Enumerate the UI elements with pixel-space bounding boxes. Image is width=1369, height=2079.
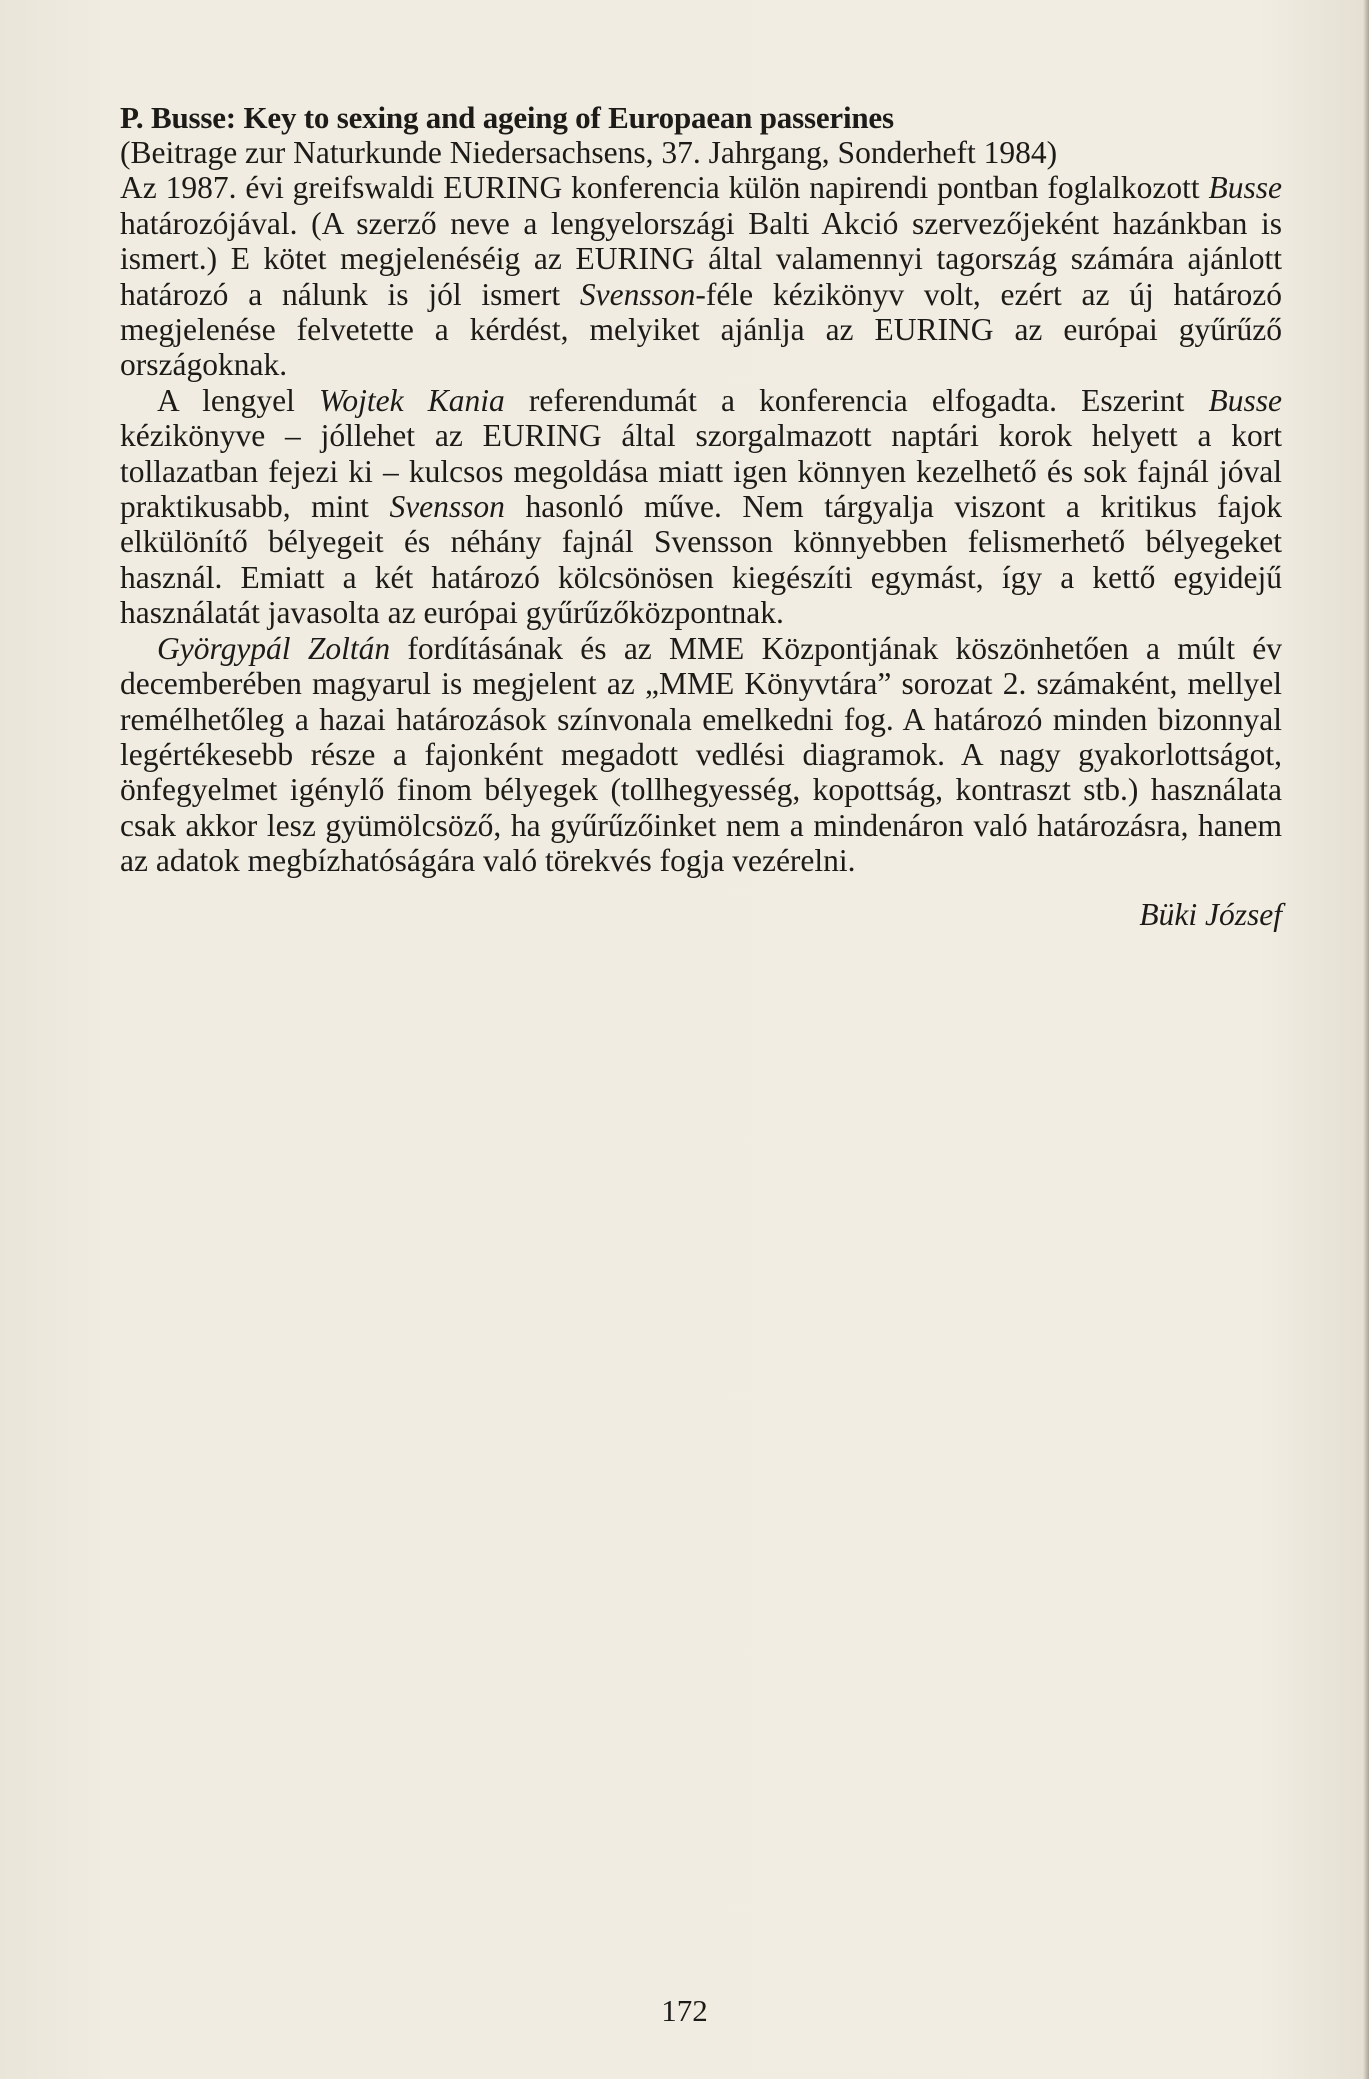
paragraph-2-text-2: referendumát a konferencia elfogadta. Eszerint (504, 382, 1209, 418)
page-number: 172 (661, 1993, 708, 2028)
paragraph-1-author-svensson: Svensson (579, 276, 696, 312)
paragraph-1 (120, 170, 1282, 382)
paragraph-2-author-svensson: Svensson (389, 489, 505, 525)
paragraph-3 (120, 631, 1282, 879)
paragraph-1-author-busse: Busse (1208, 170, 1282, 206)
review-title: P. Busse: Key to sexing and ageing of Europaean passerines (120, 100, 894, 135)
review-text-block (120, 100, 1282, 932)
paragraph-3-text-1: fordításának és az MME Központjának köszönhetően a múlt év decemberében magyarul is megjelent az „MME Könyvtára” sorozat 2. számaként, mellyel remélhetőleg a hazai határozások színvonala emelkedni fog. A határozó minden bizonnyal legértékesebb része a fajonként megadott vedlési diagramok. A nagy gyakorlottságot, önfegyelmet igénylő finom bélyegek (tollhegyesség, kopottság, kontraszt stb.) használata csak akkor lesz gyümölcsöző, ha gyűrűzőinket nem a mindenáron való határozásra, hanem az adatok megbízhatóságára való törekvés fogja vezérelni. (120, 630, 1282, 879)
page-edge-shadow (1363, 0, 1369, 2079)
review-source: (Beitrage zur Naturkunde Niedersachsens, 37. Jahrgang, Sonderheft 1984) (120, 135, 1058, 170)
paragraph-3-translator-name: Györgypál Zoltán (157, 630, 391, 666)
paragraph-1-text-1: Az 1987. évi greifswaldi EURING konferencia külön napirendi pontban foglalkozott (120, 170, 1209, 206)
paragraph-2 (120, 383, 1282, 631)
paragraph-1-text-2: határozójával. (A szerző neve a lengyelországi Balti Akció szervezőjeként hazánkban is ismert.) E kötet megjelenéséig az EURING által valamennyi tagország számára ajánlott határozó a nálunk is jól ismert (120, 205, 1282, 312)
paragraph-2-text-1: A lengyel (157, 382, 320, 418)
reviewer-signature: Büki József (1139, 896, 1282, 932)
paragraph-2-text-3: kézikönyve – jóllehet az EURING által szorgalmazott naptári korok helyett a kort tollazatban fejezi ki – kulcsos megoldása miatt igen könnyen kezelhető és sok fajnál jóval praktikusabb, mint (120, 418, 1282, 525)
paragraph-2-author-busse: Busse (1208, 382, 1282, 418)
paragraph-2-text-4: hasonló műve. Nem tárgyalja viszont a kritikus fajok elkülönítő bélyegeit és néhány fajnál Svensson könnyebben felismerhető bélyegeket használ. Emiatt a két határozó kölcsönösen kiegészíti egymást, így a kettő egyidejű használatát javasolta az európai gyűrűzőközpontnak. (120, 489, 1282, 631)
paragraph-2-name-kania: Wojtek Kania (319, 382, 505, 418)
paragraph-1-text-3: -féle kézikönyv volt, ezért az új határozó megjelenése felvetette a kérdést, melyiket ajánlja az EURING az európai gyűrűző országoknak. (120, 276, 1282, 383)
